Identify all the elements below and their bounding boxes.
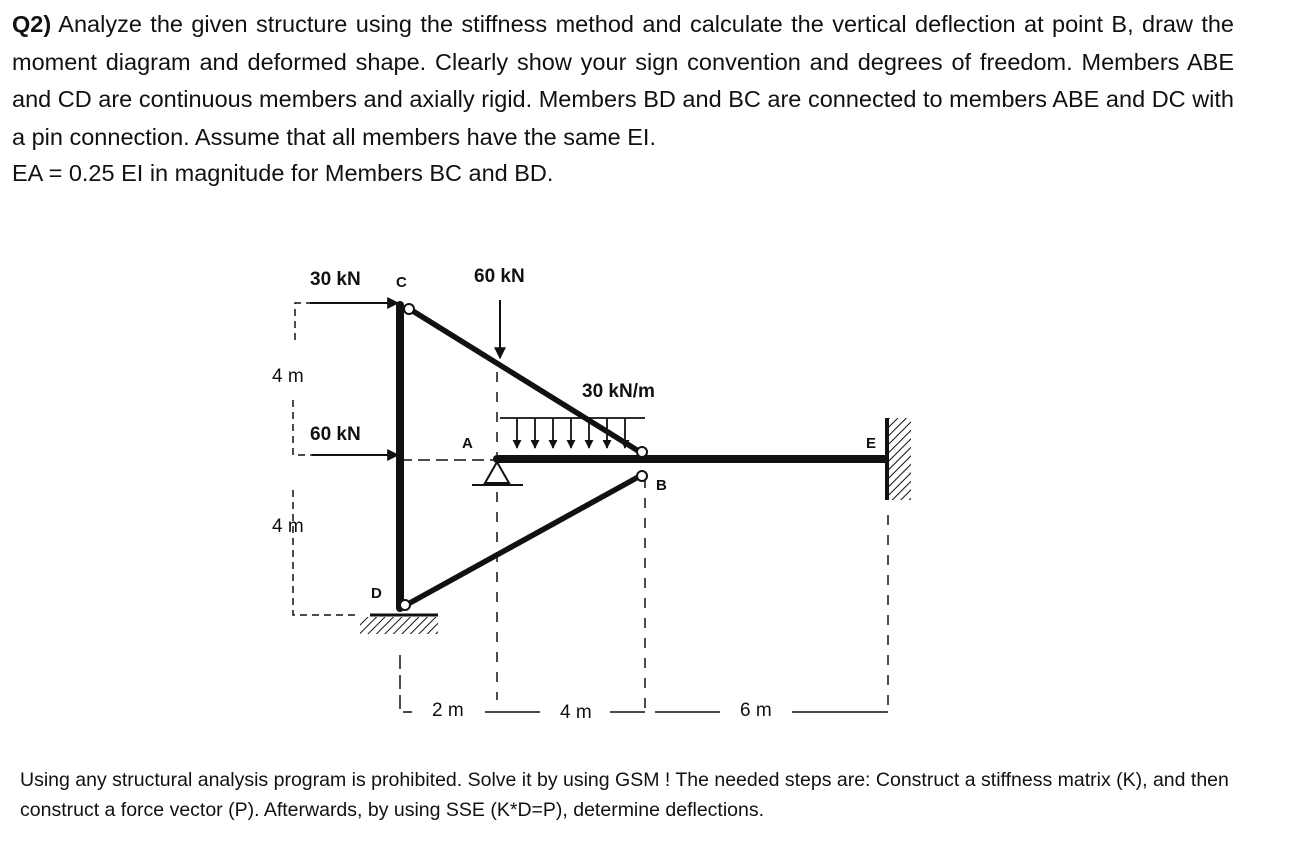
node-label-b: B: [656, 477, 667, 494]
question-number: Q2): [12, 11, 52, 37]
node-label-e: E: [866, 435, 877, 452]
load-label-distributed: 30 kN/m: [582, 381, 655, 402]
dim-label-span-da: 2 m: [432, 700, 464, 721]
question-body: Analyze the given structure using the stiffness method and calculate the vertical deflection at point B, draw the moment diagram and deformed shape. Clearly show your sign convention and degrees of freedom. Members ABE and CD are continuous members and axially rigid. Members BD and BC are connected to members ABE and DC with a pin connection. Assume that all members have the same EI.: [12, 11, 1234, 150]
pin-d: [400, 600, 410, 610]
dimension-lines: [293, 303, 888, 712]
support-a: [472, 462, 523, 485]
load-label-60kn-horizontal: 60 kN: [310, 424, 361, 445]
pin-b-top: [637, 447, 647, 457]
support-d: [360, 615, 438, 634]
member-bd: [408, 476, 640, 604]
dim-label-lower-height: 4 m: [272, 516, 304, 537]
member-bc: [408, 308, 640, 452]
support-e: [887, 418, 911, 500]
load-label-60kn-vertical: 60 kN: [474, 266, 525, 287]
node-label-c: C: [396, 274, 407, 291]
pin-b-bottom: [637, 471, 647, 481]
dim-label-span-ab: 4 m: [560, 702, 592, 723]
node-label-a: A: [462, 435, 473, 452]
pin-c: [404, 304, 414, 314]
instructions-note: Using any structural analysis program is prohibited. Solve it by using GSM ! The needed steps are: Construct a stiffness matrix (K), and then construct a force vector (P). Afterwards, by using SSE (K*D=P), determine deflections.: [20, 769, 1229, 821]
dim-label-span-be: 6 m: [740, 700, 772, 721]
node-label-d: D: [371, 585, 382, 602]
dim-label-upper-height: 4 m: [272, 366, 304, 387]
load-label-30kn: 30 kN: [310, 269, 361, 290]
question-last-line: EA = 0.25 EI in magnitude for Members BC and BD.: [12, 160, 554, 186]
